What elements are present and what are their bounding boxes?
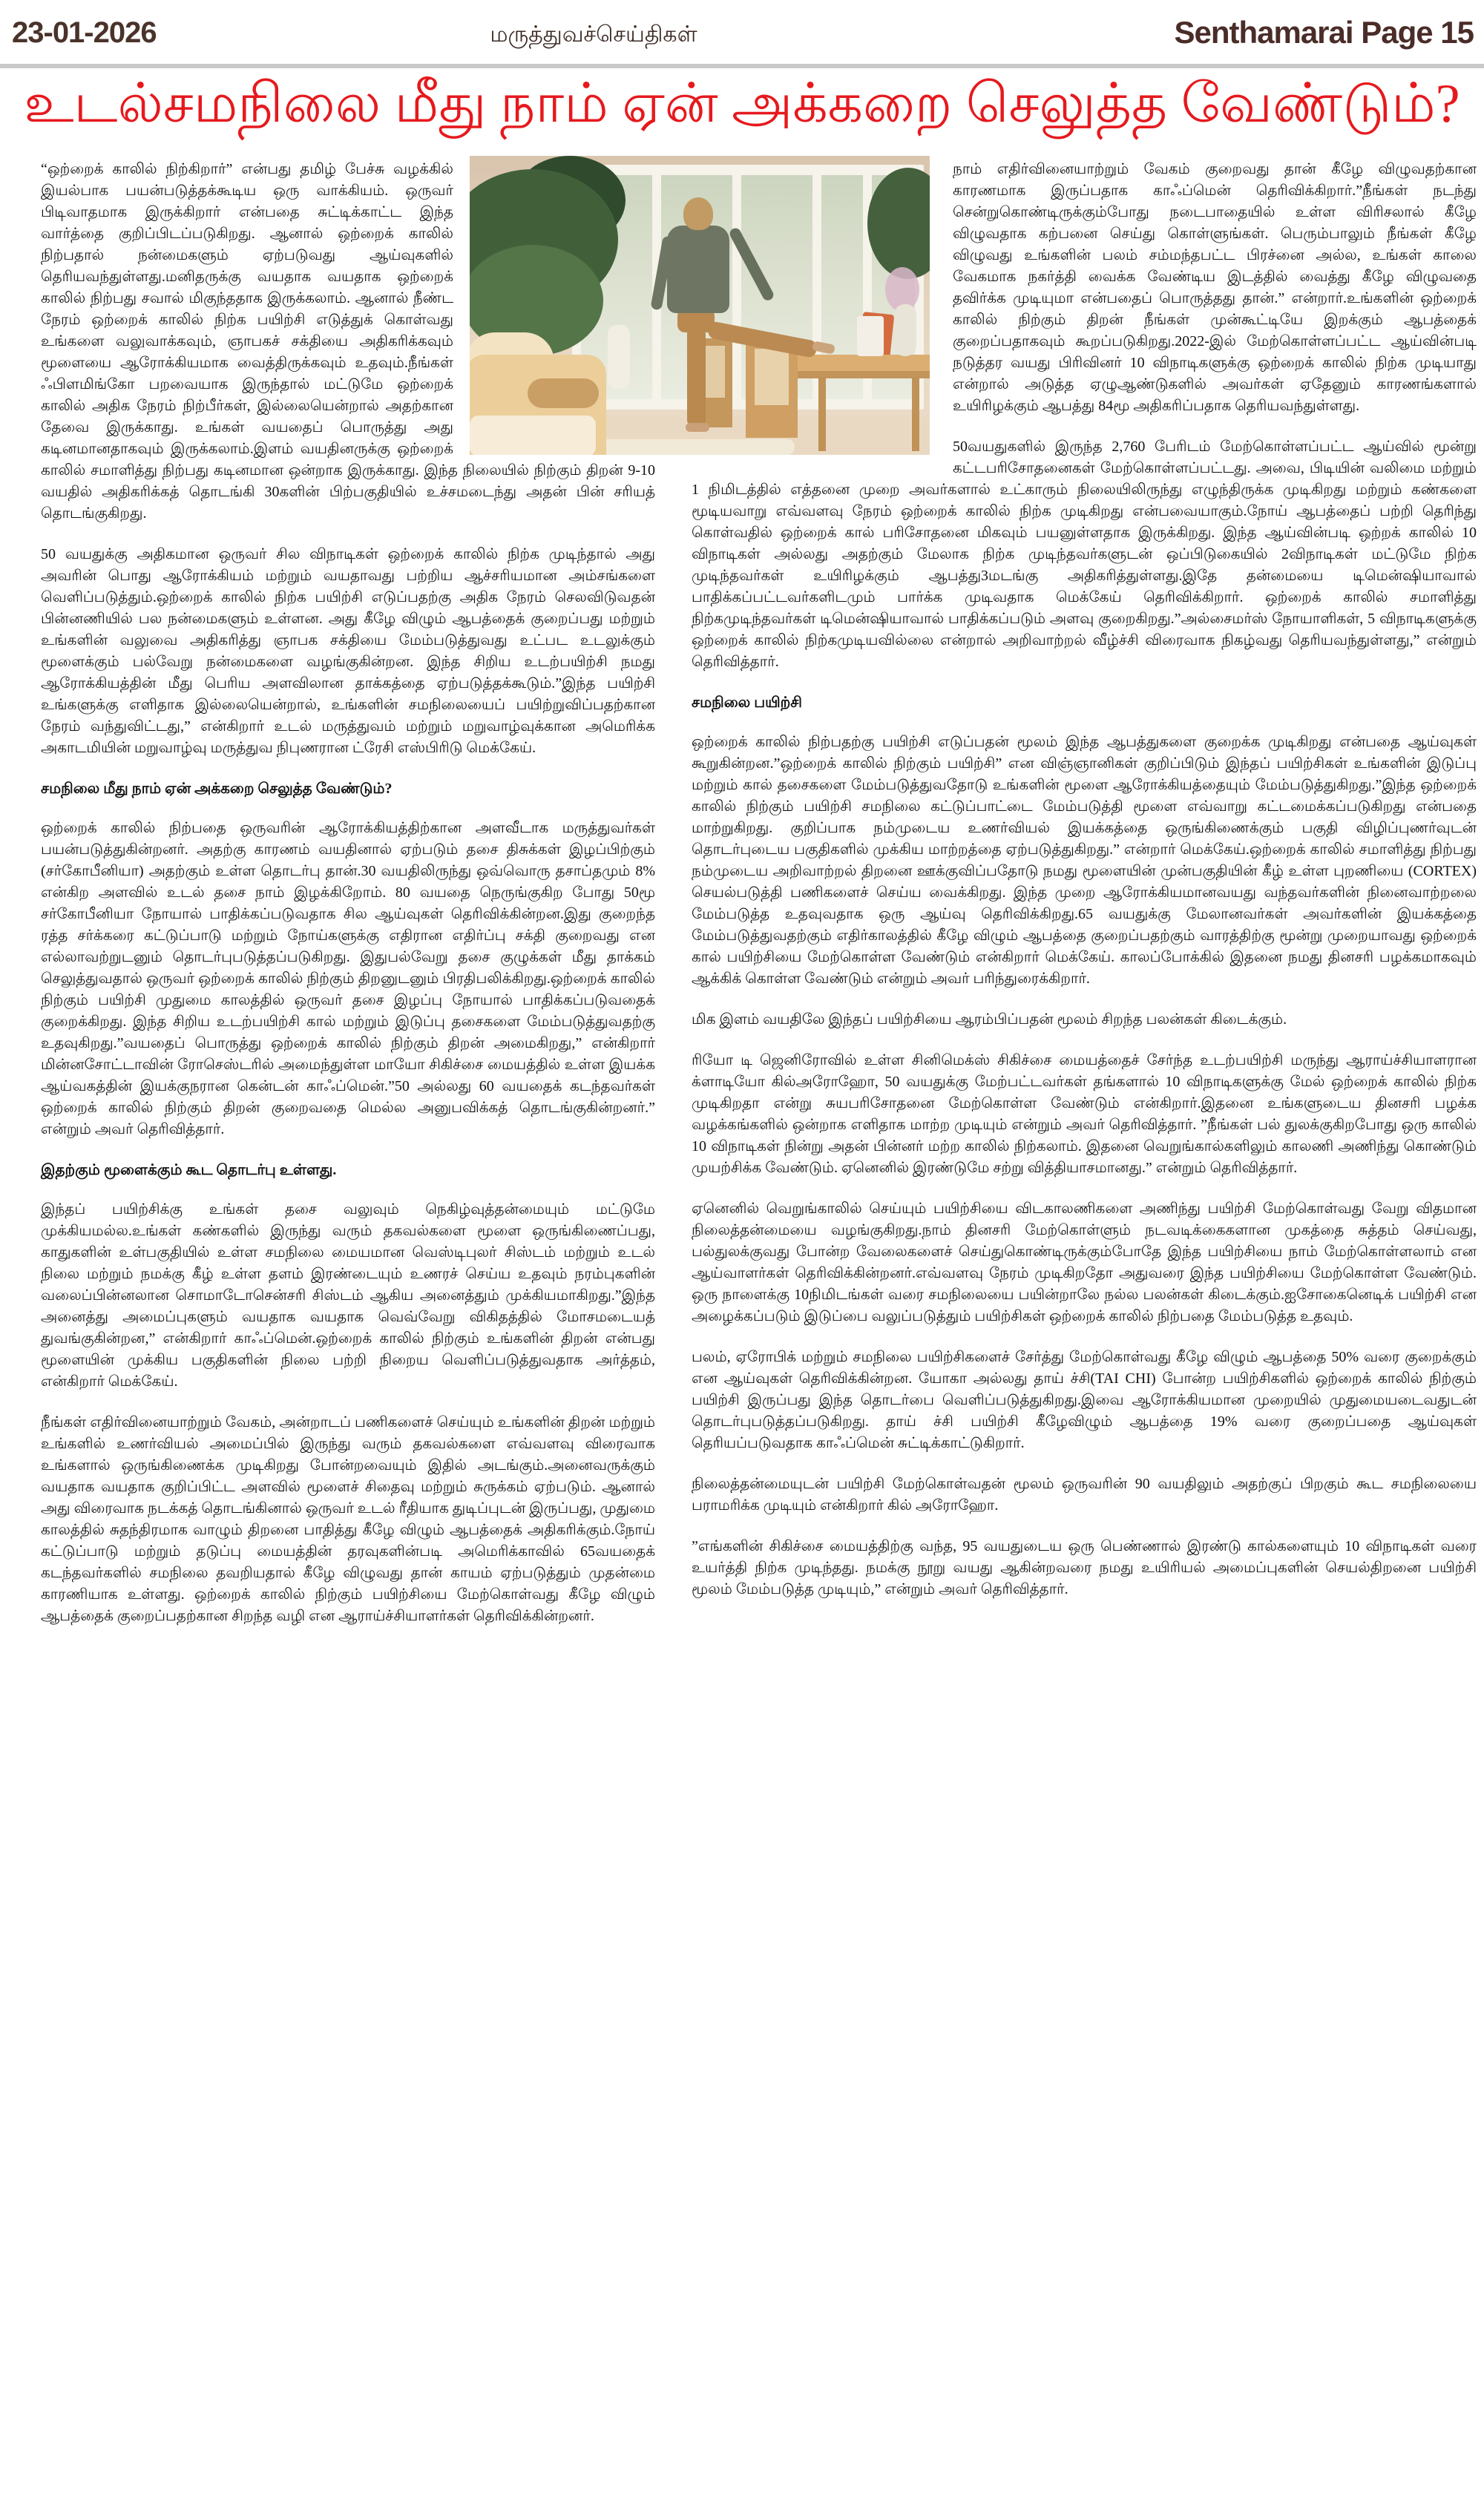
article-column-right [692,159,1477,1620]
page-header [0,0,1484,68]
photo-wrap-spacer [453,159,655,459]
masthead-page-number: Senthamarai Page 15 [1174,15,1474,50]
article-paragraph: ரியோ டி ஜெனிரோவில் உள்ள சினிமெக்ஸ் சிகிச்சை மையத்தைச் சேர்ந்த உடற்பயிற்சி மருந்து ஆராய்ச்சியாளரான க்ளாடியோ கில்அரோஹோ, 50 வயதுக்கு மேற்பட்டவர்கள் தங்களால் 10 விநாடிகளுக்கு மேல் ஒற்றைக் காலில் நிற்க முடிகிறதா என்று சுயபரிசோதனை மேற்கொள்ள வேண்டும் என்கிறார்.இதனை உங்களுடைய தினசரி பழக்க வழக்கங்களில் ஒன்றாக எளிதாக மாற்ற முடியும் என்றும் அவர் தெரிவித்தார். ”நீங்கள் பல் துலக்குகிறபோது ஒரு காலில் 10 விநாடிகள் நின்று அதன் பின்னர் மற்ற காலில் நிற்கலாம். இதனை வெறுங்கால்களிலும் காலணி அணிந்து கொண்டும் முயற்சிக்க வேண்டும். ஏனெனில் இரண்டுமே சற்று வித்தியாசமானது.” என்றும் தெரிவித்தார். [692,1052,1477,1176]
article-paragraph: நீங்கள் எதிர்வினையாற்றும் வேகம், அன்றாடப் பணிகளைச் செய்யும் உங்களின் திறன் மற்றும் உங்களில் உணர்வியல் அமைப்பில் இருந்து வரும் தகவல்களை எவ்வளவு விரைவாக உங்களால் ஒருங்கிணைக்க முடிகிறது போன்றவையும் இதில் அடங்கும்.அனைவருக்கும் வயதாக வயதாக குறிப்பிட்ட அளவில் மூளைச் சிதைவு மற்றும் சுருக்கம் ஏற்படும். ஆனால் அது விரைவாக நடக்கத் தொடங்கினால் ஒருவர் உடல் ரீதியாக துடிப்புடன் இருப்பது, முதுமை காலத்தில் சுதந்திரமாக வாழும் திறனை பாதித்து கீழே விழும் ஆபத்தைக் அதிகரிக்கும்.நோய் கட்டுப்பாடு மற்றும் தடுப்பு மையத்தின் தரவுகளின்படி அமெரிக்காவில் 65வயதைக் கடந்தவர்களில் சமநிலை தவறியதால் கீழே விழுவது தான் காயம் ஏற்படுத்தும் முதன்மை காரணியாக உள்ளது. ஒற்றைக் காலில் நிற்கும் பயிற்சியை மேற்கொள்வது கீழே விழும் ஆபத்தைக் குறைப்பதற்கான சிறந்த வழி என ஆராய்ச்சியாளர்கள் தெரிவிக்கின்றனர். [41,1414,655,1624]
article-paragraph: ஒற்றைக் காலில் நிற்பதற்கு பயிற்சி எடுப்பதன் மூலம் இந்த ஆபத்துகளை குறைக்க முடிகிறது என்பதை ஆய்வுகள் கூறுகின்றன.”ஒற்றைக் காலில் நிற்கும் பயிற்சி” என விஞ்ஞானிகள் குறிப்பிடும் இந்தப் பயிற்சிகள் உங்களின் இடுப்பு மற்றும் கால் தசைகளை மேம்படுத்துவதோடு உங்களின் மூளை ஆரோக்கியத்தையும் மேம்படுத்துகிறது.”இந்த ஒற்றைக் காலில் நிற்கும் பயிற்சி சமநிலை கட்டுப்பாட்டை மேம்படுத்தி மூளை எவ்வாறு கட்டமைக்கப்படுகிறது என்பதை மாற்றுகிறது. குறிப்பாக நம்முடைய உணர்வியல் இயக்கத்தை ஒருங்கிணைக்கும் பகுதி விழிப்புணர்வுடன் தொடர்புடைய பகுதிகளில் முக்கிய மாற்றத்தை ஏற்படுத்துகிறது.” என்றார் மெக்கேய்.ஒற்றைக் காலில் சமாளித்து நிற்பது நம்முடைய அறிவாற்றல் திறனை ஊக்குவிப்பதோடு நமது மூளையின் முன்பகுதியின் கீழ் உள்ள புறணியை (CORTEX) செயல்படுத்தி பணிகளைச் செய்ய வைக்கிறது. இந்த முறை ஆரோக்கியமானவயது வந்தவர்களின் நினைவாற்றலை மேம்படுத்த உதவுவதாக ஒரு ஆய்வு தெரிவிக்கிறது.65 வயதுக்கு மேலானவர்கள் அவர்களின் இயக்கத்தை மேம்படுத்துவதற்கும் எதிர்காலத்தில் கீழே விழும் ஆபத்தை குறைப்பதற்கும் வாரத்திற்கு மூன்று முறையாவது ஒற்றைக் கால் பயிற்சியை மேற்கொள்ள வேண்டும் என்கிறார் மெக்கேய். காலப்போக்கில் இதனை நமது தினசரி பழக்கமாகவும் ஆக்கிக் கொள்ள வேண்டும் என்றும் அவர் பரிந்துரைக்கிறார். [692,734,1477,987]
article-subhead: இதற்கும் மூளைக்கும் கூட தொடர்பு உள்ளது. [41,1162,337,1178]
article-paragraph: ஒற்றைக் காலில் நிற்பதை ஒருவரின் ஆரோக்கியத்திற்கான அளவீடாக மருத்துவர்கள் பயன்படுத்துகின்றனர். அதற்கு காரணம் வயதினால் ஏற்படும் தசை திசுக்கள் இழப்பிற்கும் (சர்கோபீனியா) அதற்கும் உள்ள தொடர்பு தான்.30 வயதிலிருந்து ஒவ்வொரு தசாப்தமும் 8% என்கிற அளவில் உடல் தசை நாம் இழக்கிறோம். 80 வயதை நெருங்குகிற போது 50மூ சர்கோபீனியா நோயால் பாதிக்கப்படுவதாக சில ஆய்வுகள் தெரிவிக்கின்றன.இது குறைந்த ரத்த சர்க்கரை கட்டுப்பாடு மற்றும் நோய்களுக்கு எதிரான எதிர்ப்பு சக்தி குறைவது என எல்லாவற்றுடனும் தொடர்புபடுத்தப்படுகிறது. இதுபல்வேறு தசை குழுக்கள் மீது தாக்கம் செலுத்துவதால் ஒருவர் ஒற்றைக் காலில் நிற்கும் திறனுடனும் பிரதிபலிக்கிறது.ஒற்றைக் காலில் நிற்கும் பயிற்சி முதுமை காலத்தில் ஒருவர் தசை இழப்பு நோயால் பாதிக்கப்படுவதைக் குறைக்கிறது. இந்த சிறிய உடற்பயிற்சி கால் மற்றும் இடுப்பு தசைகளை மேம்படுத்துவதற்கு உதவுகிறது.”வயதைப் பொருத்து ஒற்றைக் காலில் நிற்கும் திறன் அமைகிறது,” என்கிறார் மின்னசோட்டாவின் ரோசெஸ்டரில் அமைந்துள்ள மாயோ சிகிச்சை மையத்தில் உள்ள இயக்க ஆய்வகத்தின் இயக்குநரான கென்டன் காஃப்மென்.”50 அல்லது 60 வயதைக் கடந்தவர்கள் ஒற்றைக் காலில் நிற்கும் திறன் குறைவதை மெல்ல அனுபவிக்கத் தொடங்குகின்றனர்.” என்றும் அவர் தெரிவித்தார். [41,820,655,1137]
article-paragraph: பலம், ஏரோபிக் மற்றும் சமநிலை பயிற்சிகளைச் சேர்த்து மேற்கொள்வது கீழே விழும் ஆபத்தை 50% வரை குறைக்கும் என ஆய்வுகள் தெரிவிக்கின்றன. யோகா அல்லது தாய் ச்சி(TAI CHI) போன்ற பயிற்சிகளில் ஒற்றைக் காலில் நிற்கும் பயிற்சி இருப்பது இந்த தொடர்பை வெளிப்படுத்துகிறது.இவை ஆரோக்கியமான முறையில் முதுமையடைவதுடன் தொடர்புபடுத்தப்படுகிறது. தாய் ச்சி பயிற்சி கீழேவிழும் ஆபத்தை 19% வரை குறைப்பதை ஆய்வுகள் தெரியப்படுவதாக காஃப்மென் சுட்டிக்காட்டுகிறார். [692,1349,1477,1451]
article-paragraph: ”எங்களின் சிகிச்சை மையத்திற்கு வந்த, 95 வயதுடைய ஒரு பெண்ணால் இரண்டு கால்களையும் 10 விநாடிகள் வரை உயர்த்தி நிற்க முடிந்தது. நமக்கு நூறு வயது ஆகின்றவரை நமது உயிரியல் அமைப்புகளின் செயல்திறனை பயிற்சி மூலம் மேம்படுத்த முடியும்,” என்றும் அவர் தெரிவித்தார். [692,1538,1477,1597]
photo-wrap-spacer [692,159,953,459]
headline: உடல்சமநிலை மீது நாம் ஏன் அக்கறை செலுத்த வேண்டும்? [24,73,1460,134]
article-paragraph: நாம் எதிர்வினையாற்றும் வேகம் குறைவது தான் கீழே விழுவதற்கான காரணமாக இருப்பதாக காஃப்மென் தெரிவிக்கிறார்.”நீங்கள் நடந்து சென்றுகொண்டிருக்கும்போது நடைபாதையில் உள்ள விரிசலால் கீழே விழுவதாக கற்பனை செய்து கொள்ளுங்கள். பெரும்பாலும் நீங்கள் கீழே விழுவது உங்களின் பலம் சம்மந்தபட்ட பிரச்னை அல்ல, உங்கள் காலை வேகமாக நகர்த்தி வைக்க வேண்டிய இடத்தில் வைத்து கீழே விழுவதை தவிர்க்க முடியுமா என்பதைப் பொருத்தது தான்.” என்றார்.உங்களின் ஒற்றைக் காலில் நிற்கும் திறன் நீங்கள் முன்கூட்டியே இறக்கும் ஆபத்தைக் குறைப்பதாகவும் கூறப்படுகிறது.2022-இல் மேற்கொள்ளப்பட்ட ஆய்வின்படி நடுத்தர வயது பிரிவினர் 10 விநாடிகளுக்கு ஒற்றைக் காலில் நிற்க முடியாது என்றால் அடுத்த ஏழுஆண்டுகளில் அவர்கள் ஏதேனும் காரணங்களால் உயிரிழக்கும் ஆபத்து 84மூ அதிகரிப்பதாக தெரியவந்துள்ளது. [953,161,1477,414]
section-title: மருத்துவச்செய்திகள் [490,22,697,47]
article-paragraph: இந்தப் பயிற்சிக்கு உங்கள் தசை வலுவும் நெகிழ்வுத்தன்மையும் மட்டுமே முக்கியமல்ல.உங்கள் கண்களில் இருந்து வரும் தகவல்களை மூளை ஒருங்கிணைப்பது, காதுகளின் உள்பகுதியில் உள்ள சமநிலை மையமான வெஸ்டிபுலர் சிஸ்டம் மற்றும் உடல் நிலை மற்றும் நமக்கு கீழ் உள்ள தளம் இரண்டையும் உணரச் செய்ய உதவும் நரம்புகளின் வலைப்பின்னலான சொமாடோசென்சரி சிஸ்டம் ஆகிய அனைத்தும் முக்கியமாகிறது.”இந்த அனைத்து அமைப்புகளும் வயதாக வயதாக வெவ்வேறு விகிதத்தில் மோசமடையத் துவங்குகின்றன,” என்கிறார் காஃப்மென்.ஒற்றைக் காலில் நிற்கும் உங்களின் திறன் என்பது மூளையின் முக்கிய பகுதிகளின் நிலை பற்றி நிறைய வெளிப்படுத்துவதாக அர்த்தம், என்கிறார் மெக்கேய். [41,1201,655,1390]
article-column-left [41,159,655,1646]
article-paragraph: 50 வயதுக்கு அதிகமான ஒருவர் சில விநாடிகள் ஒற்றைக் காலில் நிற்க முடிந்தால் அது அவரின் பொது ஆரோக்கியம் மற்றும் வயதாவது பற்றிய ஆச்சரியமான அம்சங்களை வெளிப்படுத்தும்.ஒற்றைக் காலில் நிற்க பயிற்சி எடுப்பதற்கு அதிக நேரம் செலவிடுவதன் பின்னணியில் பல நன்மைகளும் உள்ளன. அது கீழே விழும் ஆபத்தைக் குறைப்பது மற்றும் உங்களின் வலுவை அதிகரித்து ஞாபக சக்தியை மேம்படுத்துவது உட்பட உடலுக்கும் மூளைக்கும் பல்வேறு நன்மைகளை வழங்குகின்றன. இந்த சிறிய உடற்பயிற்சி நமது ஆரோக்கியத்தின் மீது பெரிய அளவிலான தாக்கத்தை ஏற்படுத்தக்கூடும்.”இந்த பயிற்சி உங்களுக்கு எளிதாக இல்லையென்றால், உங்களின் சமநிலையைப் பயிற்றுவிப்பதற்கான நேரம் வந்துவிட்டது,” என்கிறார் உடல் மருத்துவம் மற்றும் மறுவாழ்வுக்கான அமெரிக்க அகாடமியின் மறுவாழ்வு மருத்துவ நிபுணரான ட்ரேசி எஸ்பிரிடு மெக்கேய். [41,546,655,756]
date: 23-01-2026 [12,16,157,49]
article-paragraph: ஏனெனில் வெறுங்காலில் செய்யும் பயிற்சியை விடகாலணிகளை அணிந்து பயிற்சி மேற்கொள்வது வேறு விதமான நிலைத்தன்மையை வழங்குகிறது.நாம் தினசரி மேற்கொள்ளும் நடவடிக்கைகளான முகத்தை சுத்தம் செய்வது, பல்துலக்குவது போன்ற வேலைகளைச் செய்துகொண்டிருக்கும்போதே இந்த பயிற்சியை நாம் மேற்கொள்ளலாம் என ஆய்வாளர்கள் தெரிவிக்கின்றனர்.எவ்வளவு நேரம் முடிகிறதோ அதுவரை இந்த பயிற்சியை மேற்கொள்ள வேண்டும். ஒரு நாளைக்கு 10நிமிடங்கள் வரை சமநிலையை பயின்றாலே நல்ல பலன்கள் கிடைக்கும்.ஐசோகைனெடிக் பயிற்சி என அழைக்கப்படும் இடுப்பை வலுப்படுத்தும் பயிற்சிகள் ஒற்றைக் காலில் நிற்பதை மேம்படுத்த உதவும். [692,1201,1477,1324]
article-paragraph: மிக இளம் வயதிலே இந்தப் பயிற்சியை ஆரம்பிப்பதன் மூலம் சிறந்த பலன்கள் கிடைக்கும். [692,1011,1287,1028]
article-subhead: சமநிலை மீது நாம் ஏன் அக்கறை செலுத்த வேண்டும்? [41,781,393,797]
article-paragraph: “ஒற்றைக் காலில் நிற்கிறார்” என்பது தமிழ் பேச்சு வழக்கில் இயல்பாக பயன்படுத்தக்கூடிய ஒரு வாக்கியம். ஒருவர் பிடிவாதமாக இருக்கிறார் என்பதை சுட்டிக்காட்ட இந்த வார்த்தை குறிப்பிடப்படுகிறது. ஆனால் ஒற்றைக் காலில் நிற்பதால் நன்மைகளும் ஏற்படுவது ஆய்வுகளில் தெரியவந்துள்ளது.மனிதருக்கு வயதாக வயதாக ஒற்றைக் காலில் நிற்பது சவால் மிகுந்ததாக இருக்கலாம். ஆனால் நீண்ட நேரம் ஒற்றைக் காலில் நிற்க பயிற்சி எடுத்துக் கொள்வது உங்களை வலுவாக்கவும், ஞாபகச் சக்தியை அதிகரிக்கவும் மூளையை ஆரோக்கியமாக வைத்திருக்கவும் உதவும்.நீங்கள் ஃபிளமிங்கோ பறவையாக இருந்தால் மட்டுமே ஒற்றைக் காலில் அதிக நேரம் நிற்பீர்கள், இல்லையென்றால் அதற்கான தேவை இருக்காது. உங்கள் வயதைப் பொருத்து அது கடினமானதாகவும் இருக்கலாம்.இளம் வயதினருக்கு ஒற்றைக் காலில் சமாளித்து நிற்பது கடினமான ஒன்றாக இருக்காது. இந்த நிலையில் நிற்கும் திறன் 9-10 வயதில் அதிகரிக்கத் தொடங்கி 30களின் பிற்பகுதியில் உச்சமடைந்து அதன் பின் சரியத் தொடங்குகிறது. [41,161,655,522]
article-subhead: சமநிலை பயிற்சி [692,694,802,711]
article-paragraph: 50வயதுகளில் இருந்த 2,760 பேரிடம் மேற்கொள்ளப்பட்ட ஆய்வில் மூன்று கட்டபரிசோதனைகள் மேற்கொள்ளப்பட்டது. அவை, பிடியின் வலிமை மற்றும் 1 நிமிடத்தில் எத்தனை முறை அவர்களால் உட்காரும் நிலையிலிருந்து எழுந்திருக்க முடிகிறது மற்றும் கண்களை மூடியவாறு எவ்வளவு நேரம் ஒற்றைக் காலில் நிற்க முடிகிறது என்பவையாகும்.நோய் ஆபத்தைப் பற்றி தெரிந்து கொள்வதில் ஒற்றைக் கால் பரிசோதனை மிகவும் பயனுள்ளதாக இருக்கிறது. இந்த ஆய்வின்படி ஒற்றக் காலில் 10 விநாடிகள் அல்லது அதற்கும் மேலாக நிற்க முடிந்தவர்களுடன் ஒப்பிடுகையில் 2விநாடிகள் மட்டுமே நிற்க முடிந்தவர்கள் உயிரிழக்கும் ஆபத்து3மடங்கு அதிகரித்துள்ளது.இதே தன்மையை டிமென்ஷியாவால் பாதிக்கப்பட்டவர்களிடமும் பார்க்க முடிவதாக மெக்கேய் தெரிவிக்கிறார். ஒற்றைக் காலில் சமாளித்து நிற்கமுடிந்தவர்கள் டிமென்ஷியாவால் பாதிக்கப்படும் அளவு குறைகிறது.”அல்சைமர்ஸ் நோயாளிகள், 5 விநாடிகளுக்கு ஒற்றைக் காலில் நிற்கமுடியவில்லை என்றால் அறிவாற்றல் வீழ்ச்சி விரைவாக நிகழ்வது தெரியவந்துள்ளது,” என்றும் தெரிவித்தார். [692,439,1477,670]
article-paragraph: நிலைத்தன்மையுடன் பயிற்சி மேற்கொள்வதன் மூலம் ஒருவரின் 90 வயதிலும் அதற்குப் பிறகும் கூட சமநிலையை பராமரிக்க முடியும் என்கிறார் கில் அரோஹோ. [692,1476,1477,1514]
